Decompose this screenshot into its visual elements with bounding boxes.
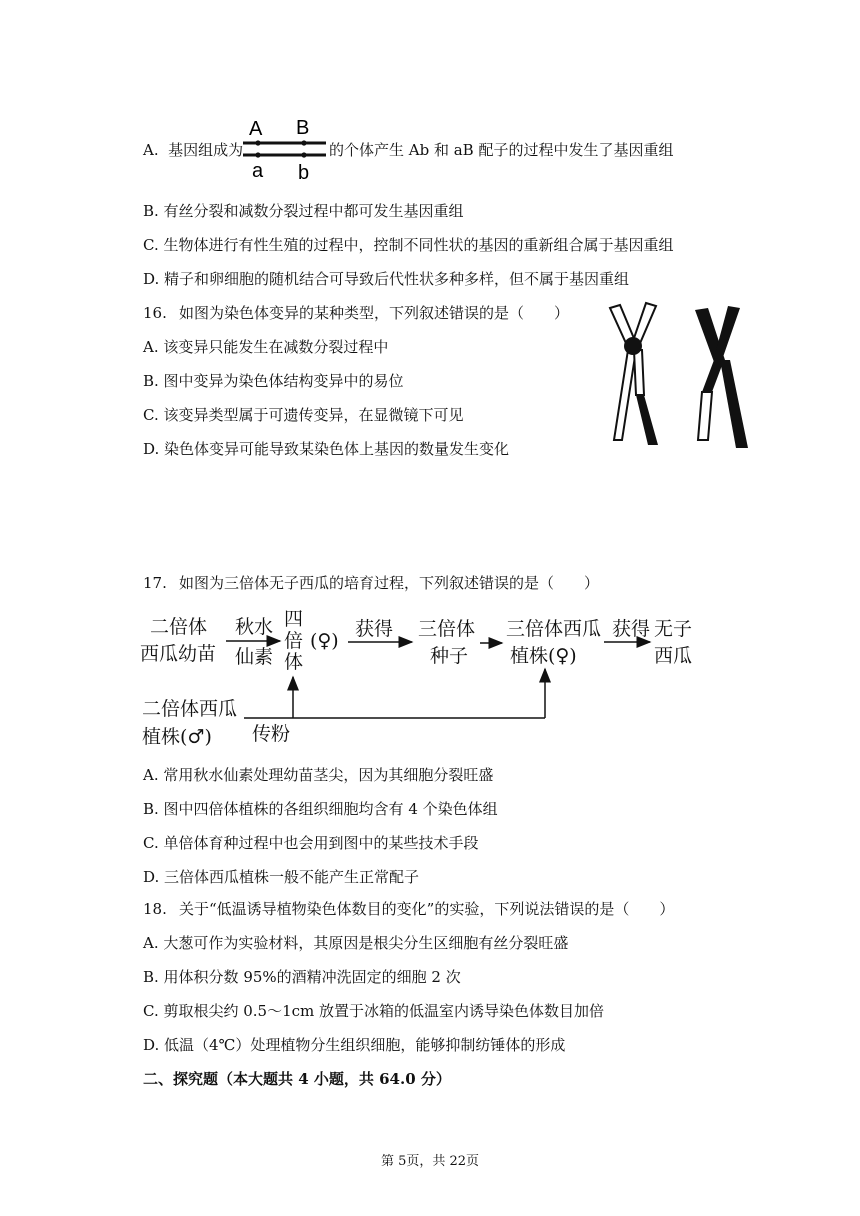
locus-dot-2 xyxy=(301,140,306,145)
chromatid-left-4 xyxy=(634,350,644,395)
section-2-heading: 二、探究题（本大题共 4 小题，共 64.0 分） xyxy=(143,1070,451,1088)
chromatid-right-2 xyxy=(714,306,740,360)
q18-option-b: B. 用体积分数 95%的酒精冲洗固定的细胞 2 次 xyxy=(143,968,461,986)
tetraploid-female-symbol: (♀) xyxy=(310,630,339,652)
tetraploid-char-3: 体 xyxy=(284,651,304,673)
q16-option-b: B. 图中变异为染色体结构变异中的易位 xyxy=(143,372,404,390)
q18-option-a: A. 大葱可作为实验材料，其原因是根尖分生区细胞有丝分裂旺盛 xyxy=(143,934,569,952)
colchicine-label-2: 仙素 xyxy=(235,646,274,668)
q15-option-a xyxy=(143,140,243,160)
chromatid-right-3 xyxy=(702,360,724,392)
triploid-seed-line2: 种子 xyxy=(430,645,469,667)
colchicine-label-1: 秋水 xyxy=(235,616,274,638)
q18-option-c: C. 剪取根尖约 0.5～1cm 放置于冰箱的低温室内诱导染色体数目加倍 xyxy=(143,1002,605,1020)
diploid-plant-line2: 植株(♂) xyxy=(142,726,212,748)
q15-option-b: B. 有丝分裂和减数分裂过程中都可发生基因重组 xyxy=(143,202,464,220)
seedless-line1: 无子 xyxy=(654,618,693,640)
q18-option-d: D. 低温（4℃）处理植物分生组织细胞，能够抑制纺锤体的形成 xyxy=(143,1036,566,1054)
q17-option-b: B. 图中四倍体植株的各组织细胞均含有 4 个染色体组 xyxy=(143,800,498,818)
q16-option-d: D. 染色体变异可能导致某染色体上基因的数量发生变化 xyxy=(143,440,510,458)
chromatid-right-4 xyxy=(720,360,748,448)
q16-stem-text: 如图为染色体变异的某种类型，下列叙述错误的是（ ） xyxy=(179,304,570,322)
chromatid-left-4-dark xyxy=(636,395,658,445)
gene-label-A: A xyxy=(249,118,263,140)
page-footer: 第 5页，共 22页 xyxy=(380,1154,480,1169)
gene-label-b: b xyxy=(298,162,310,184)
chromatid-left-3 xyxy=(614,350,636,440)
q16-number: 16. xyxy=(143,304,167,322)
q17-option-a: A. 常用秋水仙素处理幼苗茎尖，因为其细胞分裂旺盛 xyxy=(143,766,494,784)
locus-dot-1 xyxy=(255,140,260,145)
gene-label-B: B xyxy=(296,117,310,139)
tetraploid-char-1: 四 xyxy=(284,608,304,630)
q16-stem xyxy=(143,303,569,323)
q18-stem xyxy=(143,899,674,919)
diploid-plant-line1: 二倍体西瓜 xyxy=(142,698,238,720)
gene-label-a: a xyxy=(252,160,264,182)
q15-option-a-text-after: 的个体产生 Ab 和 aB 配子的过程中发生了基因重组 xyxy=(329,141,674,159)
q17-option-d: D. 三倍体西瓜植株一般不能产生正常配子 xyxy=(143,868,420,886)
tetraploid-char-2: 倍 xyxy=(284,630,304,652)
centromere xyxy=(624,337,642,355)
diploid-seedling-line1: 二倍体 xyxy=(150,616,208,638)
chromosome-translocation-figure xyxy=(600,300,760,450)
obtain-label-2: 获得 xyxy=(612,618,651,640)
locus-dot-3 xyxy=(255,152,260,157)
pollination-label: 传粉 xyxy=(252,723,291,745)
q18-number: 18. xyxy=(143,900,167,918)
chromatid-right-3-light xyxy=(698,392,712,440)
triploid-seed-line1: 三倍体 xyxy=(418,618,476,640)
triploid-plant-line2: 植株(♀) xyxy=(510,645,577,667)
q18-stem-text: 关于“低温诱导植物染色体数目的变化”的实验，下列说法错误的是（ ） xyxy=(179,900,675,918)
q17-option-c: C. 单倍体育种过程中也会用到图中的某些技术手段 xyxy=(143,834,479,852)
diploid-seedling-line2: 西瓜幼苗 xyxy=(140,643,217,665)
triploid-plant-line1: 三倍体西瓜 xyxy=(506,618,602,640)
q15-option-d: D. 精子和卵细胞的随机结合可导致后代性状多种多样，但不属于基因重组 xyxy=(143,270,630,288)
q15-option-c: C. 生物体进行有性生殖的过程中，控制不同性状的基因的重新组合属于基因重组 xyxy=(143,236,674,254)
q15-option-a-prefix: A. xyxy=(143,141,159,159)
locus-dot-4 xyxy=(301,152,306,157)
seedless-line2: 西瓜 xyxy=(654,645,693,667)
seedless-watermelon-diagram xyxy=(140,605,710,750)
q17-stem xyxy=(143,573,599,593)
q15-option-a-text-before: 基因组成为 xyxy=(168,141,244,159)
q17-stem-text: 如图为三倍体无子西瓜的培育过程，下列叙述错误的是（ ） xyxy=(179,574,600,592)
q16-option-a: A. 该变异只能发生在减数分裂过程中 xyxy=(143,338,389,356)
q17-number: 17. xyxy=(143,574,167,592)
gene-linkage-figure xyxy=(240,113,330,185)
q16-option-c: C. 该变异类型属于可遗传变异，在显微镜下可见 xyxy=(143,406,464,424)
obtain-label-1: 获得 xyxy=(355,618,394,640)
